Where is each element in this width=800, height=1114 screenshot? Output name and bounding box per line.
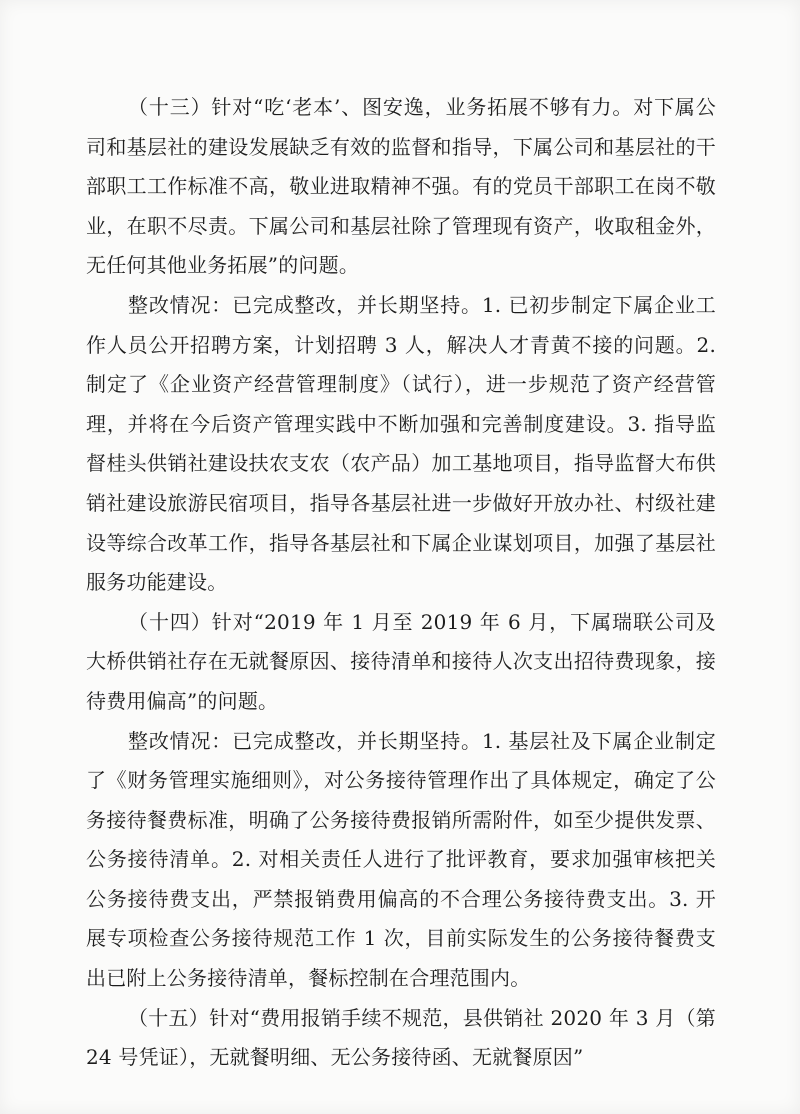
document-body [86,88,716,1078]
paragraph-rectification-13: 整改情况：已完成整改，并长期坚持。1. 已初步制定下属企业工作人员公开招聘方案，计划招聘 3 人，解决人才青黄不接的问题。2. 制定了《企业资产经营管理制度》（试行），进一步规范了资产经营管理，并将在今后资产管理实践中不断加强和完善制度建设。3. 指导监督桂头供销社建设扶农支农（农产品）加工基地项目，指导监督大布供销社建设旅游民宿项目，指导各基层社进一步做好开放办社、村级社建设等综合改革工作，指导各基层社和下属企业谋划项目，加强了基层社服务功能建设。 [86,292,716,595]
paragraph-rectification-14: 整改情况：已完成整改，并长期坚持。1. 基层社及下属企业制定了《财务管理实施细则》，对公务接待管理作出了具体规定，确定了公务接待餐费标准，明确了公务接待费报销所需附件，如至少提供发票、公务接待清单。2. 对相关责任人进行了批评教育，要求加强审核把关公务接待费支出，严禁报销费用偏高的不合理公务接待费支出。3. 开展专项检查公务接待规范工作 1 次，目前实际发生的公务接待餐费支出已附上公务接待清单，餐标控制在合理范围内。 [86,728,716,991]
paragraph-item-13-issue: （十三）针对“吃‘老本’、图安逸，业务拓展不够有力。对下属公司和基层社的建设发展缺乏有效的监督和指导，下属公司和基层社的干部职工工作标准不高，敬业进取精神不强。有的党员干部职工在岗不敬业，在职不尽责。下属公司和基层社除了管理现有资产，收取租金外，无任何其他业务拓展”的问题。 [86,95,716,278]
paragraph-item-15-issue: （十五）针对“费用报销手续不规范，县供销社 2020 年 3 月（第 24 号凭证），无就餐明细、无公务接待函、无就餐原因” [86,1005,716,1070]
paragraph-item-14-issue: （十四）针对“2019 年 1 月至 2019 年 6 月，下属瑞联公司及大桥供销社存在无就餐原因、接待清单和接待人次支出招待费现象，接待费用偏高”的问题。 [86,609,716,713]
